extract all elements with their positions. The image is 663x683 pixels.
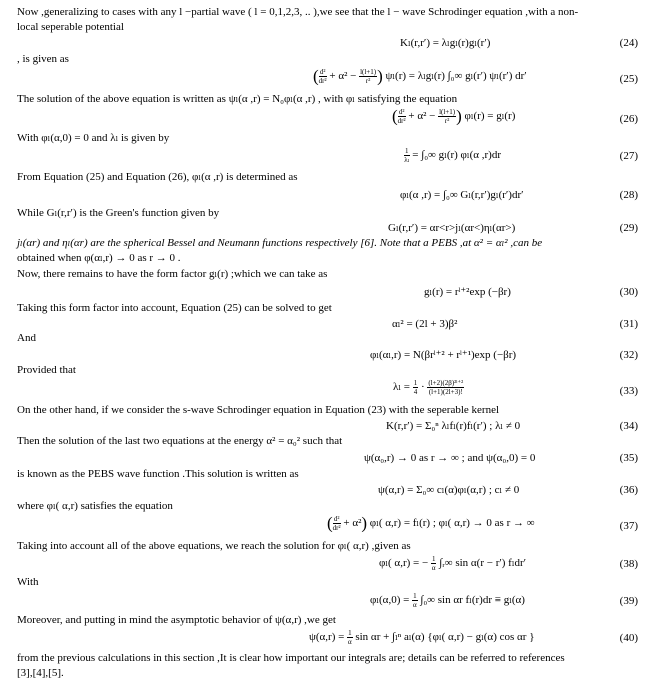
- paragraph-14: is known as the PEBS wave function .This solution is written as: [17, 468, 299, 480]
- eq-number-39: (39): [619, 595, 638, 607]
- paragraph-19: from the previous calculations in this section ,It is clear how important our integrals are; details can be referred to references: [17, 652, 565, 664]
- eq-number-37: (37): [619, 520, 638, 532]
- equation-37: ( $\frac{\text{d²}}{\text{dr²}}$ + α²) φₗ( α,r) = fₗ(r) ; φₗ( α,r) → 0 as r → ∞: [327, 513, 535, 533]
- paragraph-5: From Equation (25) and Equation (26), φₗ(α ,r) is determined as: [17, 171, 298, 183]
- paragraph-2: , is given as: [17, 53, 69, 65]
- paragraph-15: where φₗ( α,r) satisfies the equation: [17, 500, 173, 512]
- equation-29: Gₗ(r,r′) = αr<r>jₗ(αr<)ηₗ(αr>): [388, 222, 516, 234]
- eq-number-34: (34): [619, 420, 638, 432]
- paragraph-17: With: [17, 576, 39, 588]
- equation-27: $\frac{1}{\text{λₗ}}$ = ∫₀∞ gₗ(r) φₗ(α ,r)dr: [404, 147, 501, 164]
- paragraph-1: Now ,generalizing to cases with any l −partial wave ( l = 0,1,2,3, .. ),we see that the l − wave Schrodinger equation ,with a non-: [17, 6, 579, 18]
- equation-30: gₗ(r) = rˡ⁺²exp (−βr): [424, 286, 511, 298]
- paragraph-7: jₗ(αr) and ηₗ(αr) are the spherical Bessel and Neumann functions respectively [6]. Note that a PEBS ,at α² = αₗ² ,can be: [17, 237, 543, 249]
- equation-32: φₗ(αₗ,r) = N(βrˡ⁺² + rˡ⁺¹)exp (−βr): [370, 349, 517, 361]
- equation-31: αₗ² = (2l + 3)β²: [392, 318, 458, 330]
- paragraph-7b: obtained when φ(αₗ,r) → 0 as r → 0 .: [17, 252, 181, 264]
- paragraph-3: The solution of the above equation is written as ψₗ(α ,r) = N₀φₗ(α ,r) , with φₗ satisfying the equation: [17, 93, 458, 105]
- paragraph-12: On the other hand, if we consider the s-wave Schrodinger equation in Equation (23) with the seperable kernel: [17, 404, 500, 416]
- eq-number-29: (29): [619, 222, 638, 234]
- equation-36: ψ(α,r) = Σ₀∞ cₗ(α)φₗ(α,r) ; cₗ ≠ 0: [378, 484, 520, 496]
- equation-26: ( $\frac{\text{d²}}{\text{dr²}}$ + α² − $\frac{l(l+1)}{\text{r²}}$ ) φₗ(r) = gₗ(r): [392, 106, 516, 126]
- paragraph-11: Provided that: [17, 364, 76, 376]
- eq-number-31: (31): [619, 318, 638, 330]
- equation-39: φₗ(α,0) = $\frac{1}{\alpha}$ ∫₀∞ sin αr fₗ(r)dr ≡ gₗ(α): [370, 592, 525, 609]
- paragraph-8: Now, there remains to have the form factor gₗ(r) ;which we can take as: [17, 268, 328, 280]
- equation-24: Kₗ(r,r′) = λₗgₗ(r)gₗ(r′): [400, 37, 491, 49]
- paragraph-6: While Gₗ(r,r′) is the Green's function given by: [17, 207, 220, 219]
- equation-33: λₗ = $\frac{1}{4}$ · $\frac{\text{(l+2)(2β)²ˡ⁺²}}{(l+1)(2l+3)!}$: [393, 379, 464, 396]
- paragraph-1b: local seperable potential: [17, 21, 124, 33]
- equation-25: ( $\frac{\text{d²}}{\text{dr²}}$ + α² − $\frac{l(l+1)}{\text{r²}}$ ) ψₗ(r) = λₗgₗ(r) ∫₀∞ gₗ(r′) ψₗ(r′) dr′: [313, 66, 527, 86]
- eq-number-32: (32): [619, 349, 638, 361]
- paragraph-13: Then the solution of the last two equations at the energy α² = α₀² such that: [17, 435, 343, 447]
- eq-number-26: (26): [619, 113, 638, 125]
- paragraph-10: And: [17, 332, 36, 344]
- paragraph-16: Taking into account all of the above equations, we reach the solution for φₗ( α,r) ,given as: [17, 540, 411, 552]
- eq-number-40: (40): [619, 632, 638, 644]
- eq-number-38: (38): [619, 558, 638, 570]
- equation-35: ψ(α₀,r) → 0 as r → ∞ ; and ψ(α₀,0) = 0: [364, 452, 536, 464]
- equation-40: ψ(α,r) = $\frac{1}{\alpha}$ sin αr + ∫ₗⁿ aₗ(α) {φₗ( α,r) − gₗ(α) cos αr }: [309, 629, 535, 646]
- eq-number-30: (30): [619, 286, 638, 298]
- paragraph-4: With φₗ(α,0) = 0 and λₗ is given by: [17, 132, 170, 144]
- paragraph-18: Moreover, and putting in mind the asymptotic behavior of ψ(α,r) ,we get: [17, 614, 336, 626]
- eq-number-27: (27): [619, 150, 638, 162]
- eq-number-25: (25): [619, 73, 638, 85]
- equation-38: φₗ( α,r) = − $\frac{1}{\alpha}$ ∫ᵣ∞ sin α(r − r′) fₗdr′: [379, 555, 527, 572]
- eq-number-33: (33): [619, 385, 638, 397]
- eq-number-35: (35): [619, 452, 638, 464]
- eq-number-24: (24): [619, 37, 638, 49]
- eq-number-36: (36): [619, 484, 638, 496]
- eq-number-28: (28): [619, 189, 638, 201]
- equation-28: φₗ(α ,r) = ∫₀∞ Gₗ(r,r′)gₗ(r′)dr′: [400, 189, 524, 201]
- paragraph-19b: [3],[4],[5].: [17, 667, 64, 679]
- paragraph-9: Taking this form factor into account, Equation (25) can be solved to get: [17, 302, 332, 314]
- equation-34: K(r,r′) = Σ₀ⁿ λₗfₗ(r)fₗ(r′) ; λₗ ≠ 0: [386, 420, 521, 432]
